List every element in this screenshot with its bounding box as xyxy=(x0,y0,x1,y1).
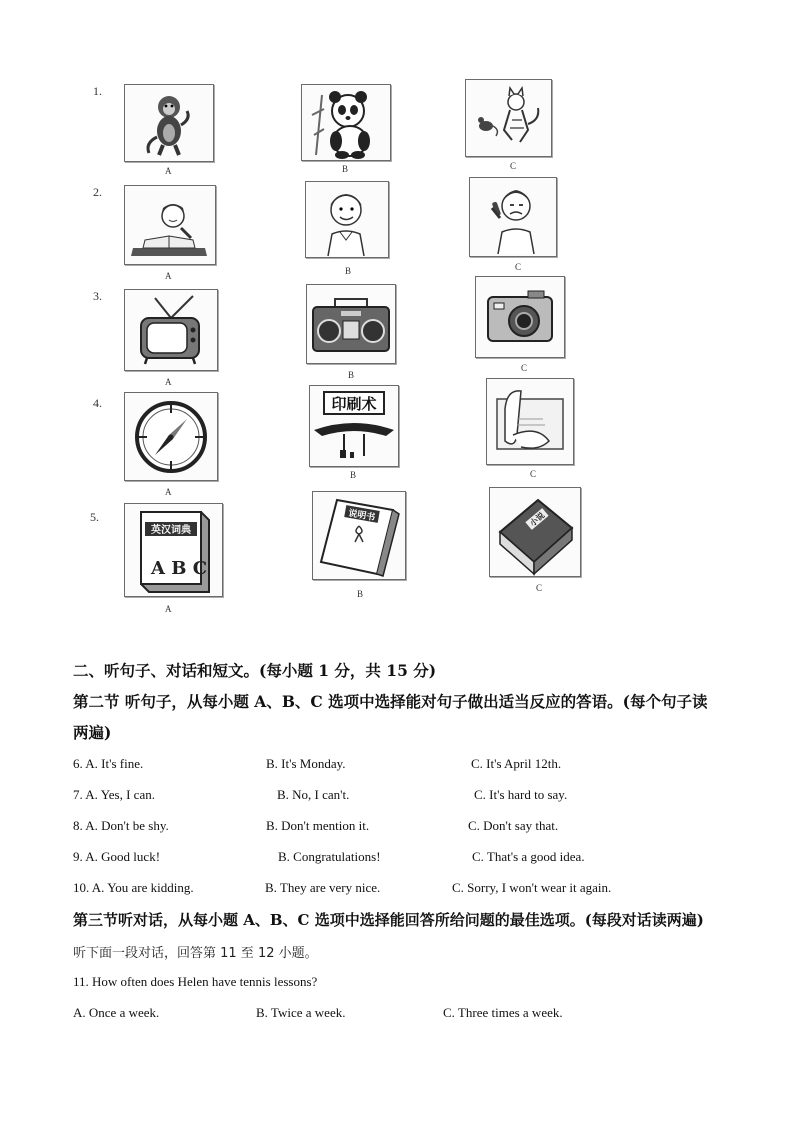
cat-and-mouse-icon xyxy=(466,80,551,156)
novel-book-icon xyxy=(490,488,580,576)
option-label: C xyxy=(530,469,537,479)
choice-b[interactable]: B. Twice a week. xyxy=(256,1005,346,1020)
manual-icon xyxy=(313,492,405,579)
section-title: 二、听句子、对话和短文。(每小题 1 分，共 15 分) xyxy=(73,661,437,680)
option-label: B xyxy=(348,370,355,380)
book-title: 英汉词典 xyxy=(151,525,191,536)
book-title: 说明书 xyxy=(347,508,376,524)
part2-title: 第二节 听句子，从每小题 A、B、C 选项中选择能对句子做出适当反应的答语。(每个句子读 xyxy=(73,692,708,711)
option-picture[interactable] xyxy=(475,276,565,358)
question-number: 2. xyxy=(93,185,102,199)
option-picture[interactable] xyxy=(301,84,391,161)
paper-scroll-icon xyxy=(487,379,573,464)
option-label: B xyxy=(357,589,364,599)
cover-letters: A B C xyxy=(151,558,208,579)
option-label: C xyxy=(521,363,528,373)
choice-c[interactable]: C. That's a good idea. xyxy=(472,849,585,864)
panda-icon xyxy=(302,85,390,160)
book-title: 小说 xyxy=(528,510,547,528)
option-picture[interactable] xyxy=(305,181,389,258)
option-picture[interactable] xyxy=(469,177,557,257)
option-label: C xyxy=(515,262,522,272)
option-picture[interactable] xyxy=(306,284,396,364)
choice-a[interactable]: 7. A. Yes, I can. xyxy=(73,787,155,802)
choice-a[interactable]: 8. A. Don't be shy. xyxy=(73,818,169,833)
part2-title-continued: 两遍) xyxy=(73,723,112,742)
option-label: A xyxy=(165,487,172,497)
choice-a[interactable]: 10. A. You are kidding. xyxy=(73,880,194,895)
choice-a[interactable]: 6. A. It's fine. xyxy=(73,756,144,771)
option-label: C xyxy=(510,161,517,171)
monkey-icon xyxy=(125,85,213,161)
dictionary-icon xyxy=(125,504,222,596)
option-label: C xyxy=(536,583,543,593)
choice-b[interactable]: B. It's Monday. xyxy=(266,756,346,771)
choice-b[interactable]: B. Don't mention it. xyxy=(266,818,370,833)
boy-smiling-icon xyxy=(306,182,388,257)
option-picture[interactable] xyxy=(312,491,406,580)
option-label: A xyxy=(165,604,172,614)
option-label: A xyxy=(165,166,172,176)
boy-reading-icon xyxy=(125,186,215,264)
option-label: A xyxy=(165,271,172,281)
choice-b[interactable]: B. They are very nice. xyxy=(265,880,381,895)
choice-b[interactable]: B. No, I can't. xyxy=(277,787,350,802)
radio-icon xyxy=(307,285,395,363)
choice-a[interactable]: 9. A. Good luck! xyxy=(73,849,161,864)
option-picture[interactable] xyxy=(124,289,218,371)
question-number: 5. xyxy=(90,510,99,524)
question-number: 1. xyxy=(93,84,102,98)
option-picture[interactable] xyxy=(486,378,574,465)
question-11-text: 11. How often does Helen have tennis lessons? xyxy=(73,974,318,989)
choice-a[interactable]: A. Once a week. xyxy=(73,1005,160,1020)
choice-c[interactable]: C. It's hard to say. xyxy=(474,787,568,802)
option-picture[interactable] xyxy=(124,84,214,162)
option-picture[interactable] xyxy=(124,185,216,265)
option-label: A xyxy=(165,377,172,387)
choice-b[interactable]: B. Congratulations! xyxy=(278,849,381,864)
choice-c[interactable]: C. It's April 12th. xyxy=(471,756,562,771)
printing-sign-icon xyxy=(310,386,398,466)
option-picture[interactable] xyxy=(465,79,552,157)
option-picture[interactable] xyxy=(124,503,223,597)
option-label: B xyxy=(342,164,349,174)
choice-c[interactable]: C. Sorry, I won't wear it again. xyxy=(452,880,612,895)
part3-title: 第三节听对话，从每小题 A、B、C 选项中选择能回答所给问题的最佳选项。(每段对话读两遍) xyxy=(73,911,704,929)
boy-on-phone-icon xyxy=(470,178,556,256)
option-label: B xyxy=(350,470,357,480)
compass-icon xyxy=(125,393,217,480)
question-number: 3. xyxy=(93,289,102,303)
option-picture[interactable] xyxy=(309,385,399,467)
option-label: B xyxy=(345,266,352,276)
option-picture[interactable] xyxy=(489,487,581,577)
choice-c[interactable]: C. Three times a week. xyxy=(443,1005,563,1020)
question-number: 4. xyxy=(93,396,102,410)
camera-icon xyxy=(476,277,564,357)
choice-c[interactable]: C. Don't say that. xyxy=(468,818,559,833)
television-icon xyxy=(125,290,217,370)
option-picture[interactable] xyxy=(124,392,218,481)
sign-text: 印刷术 xyxy=(331,395,377,413)
part3-note: 听下面一段对话，回答第 11 至 12 小题。 xyxy=(73,946,318,961)
